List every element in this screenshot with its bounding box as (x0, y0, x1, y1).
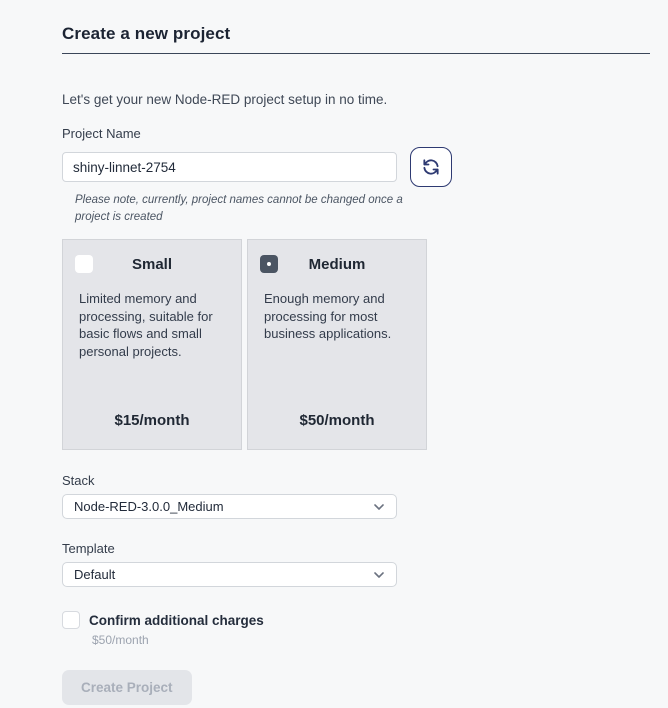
page-title: Create a new project (62, 24, 231, 43)
stack-field (62, 473, 650, 519)
plan-options (62, 239, 650, 450)
chevron-down-icon (373, 569, 385, 581)
confirm-charges-label[interactable]: Confirm additional charges (89, 612, 264, 628)
plan-price: $50/month (299, 412, 375, 430)
project-name-row (62, 147, 650, 187)
chevron-down-icon (373, 501, 385, 513)
plan-price: $15/month (114, 412, 190, 430)
plan-description: Enough memory and processing for most business applications. (264, 291, 392, 342)
project-name-field (62, 126, 650, 225)
confirm-charges-amount: $50/month (92, 633, 149, 648)
confirm-charges-checkbox[interactable] (62, 611, 80, 629)
checkbox-dot-icon (267, 262, 271, 266)
intro-text: Let's get your new Node-RED project setup in no time. (62, 92, 388, 107)
stack-label: Stack (62, 473, 95, 489)
plan-card-medium[interactable] (247, 239, 427, 450)
plan-name: Small (131, 256, 173, 274)
template-select[interactable] (62, 562, 397, 587)
project-name-note: Please note, currently, project names cannot be changed once a project is created (75, 194, 403, 223)
project-name-label: Project Name (62, 126, 141, 141)
template-field (62, 541, 650, 587)
plan-small-checkbox[interactable] (75, 255, 93, 273)
refresh-icon (421, 157, 441, 177)
create-project-button[interactable]: Create Project (62, 670, 192, 705)
stack-select[interactable] (62, 494, 397, 519)
plan-card-small[interactable] (62, 239, 242, 450)
plan-name: Medium (308, 256, 366, 274)
plan-description: Limited memory and processing, suitable for basic flows and small personal projects. (79, 291, 213, 359)
regenerate-name-button[interactable] (410, 147, 452, 187)
project-name-input[interactable] (62, 152, 397, 182)
template-selected-value: Default (74, 567, 116, 583)
stack-selected-value: Node-RED-3.0.0_Medium (74, 499, 224, 515)
page-header (62, 24, 650, 54)
plan-medium-checkbox[interactable] (260, 255, 278, 273)
template-label: Template (62, 541, 115, 557)
confirm-charges-row (62, 611, 650, 629)
